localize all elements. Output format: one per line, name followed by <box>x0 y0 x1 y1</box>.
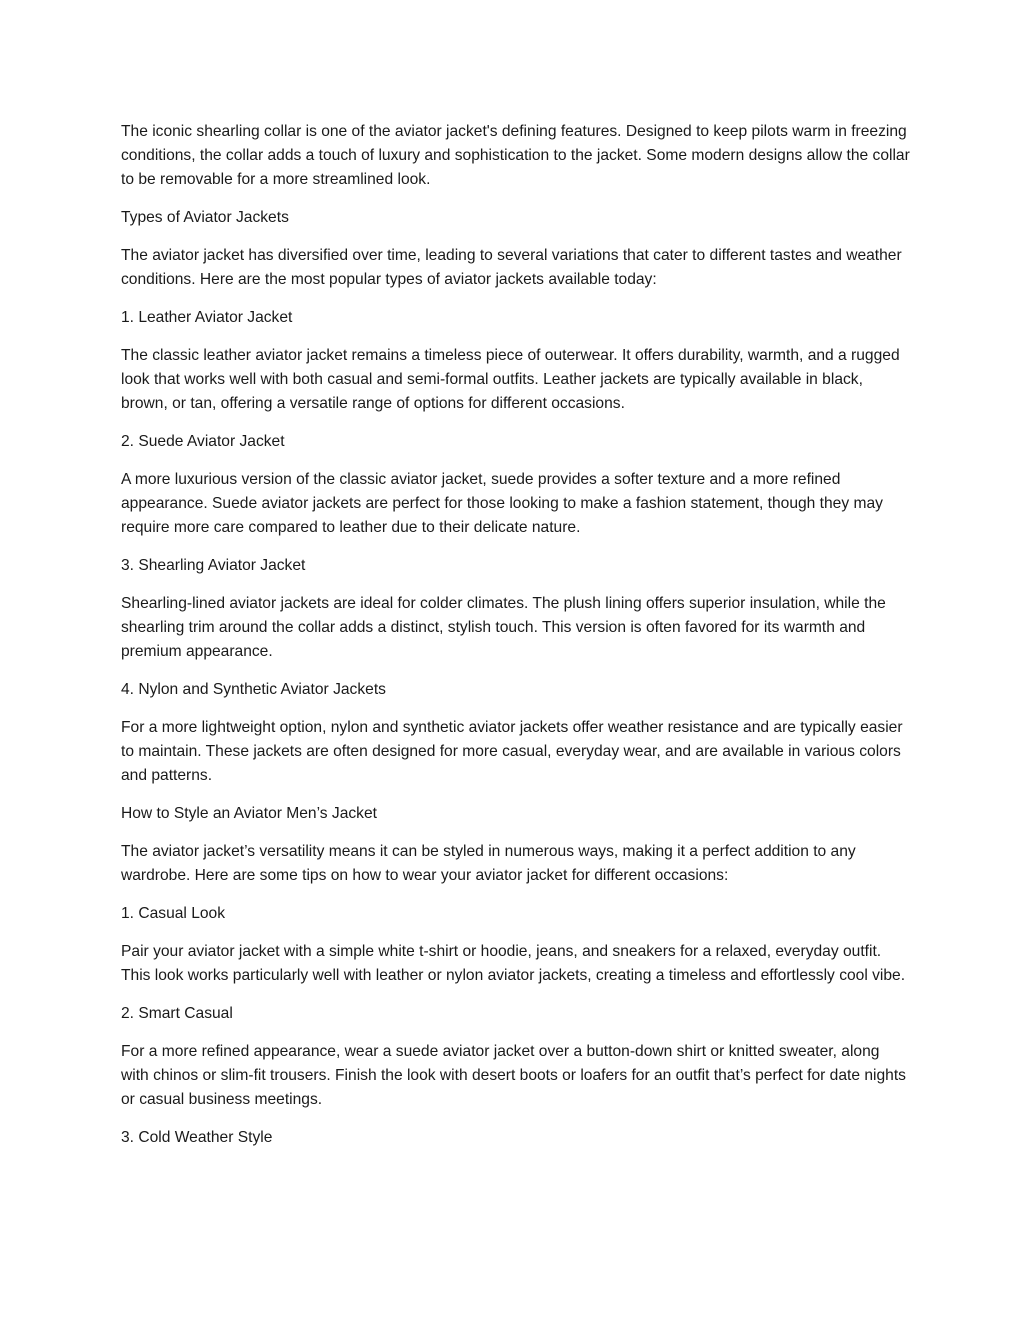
paragraph-nylon-synthetic-jackets: For a more lightweight option, nylon and synthetic aviator jackets offer weather resistance and are typically easier to maintain. These jackets are often designed for more casual, everyday wear, and are available in various colors and patterns. <box>121 719 903 784</box>
paragraph-how-to-style: The aviator jacket’s versatility means it can be styled in numerous ways, making it a perfect addition to any wardrobe. Here are some tips on how to wear your aviator jacket for different occasions: <box>121 843 856 884</box>
paragraph-shearling-aviator-jacket: Shearling-lined aviator jackets are ideal for colder climates. The plush lining offers superior insulation, while the shearling trim around the collar adds a distinct, stylish touch. This version is often favored for its warmth and premium appearance. <box>121 595 886 660</box>
heading-suede-aviator-jacket: 2. Suede Aviator Jacket <box>121 433 285 450</box>
heading-smart-casual: 2. Smart Casual <box>121 1005 233 1022</box>
heading-types-of-aviator-jackets: Types of Aviator Jackets <box>121 209 289 226</box>
paragraph-suede-aviator-jacket: A more luxurious version of the classic aviator jacket, suede provides a softer texture and a more refined appearance. Suede aviator jackets are perfect for those looking to make a fashion statement, though they may require more care compared to leather due to their delicate nature. <box>121 471 883 536</box>
paragraph-smart-casual: For a more refined appearance, wear a suede aviator jacket over a button-down shirt or knitted sweater, along with chinos or slim-fit trousers. Finish the look with desert boots or loafers for an outfit that’s perfect for date nights or casual business meetings. <box>121 1043 906 1108</box>
paragraph-leather-aviator-jacket: The classic leather aviator jacket remains a timeless piece of outerwear. It offers durability, warmth, and a rugged look that works well with both casual and semi-formal outfits. Leather jackets are typically available in black, brown, or tan, offering a versatile range of options for different occasions. <box>121 347 900 412</box>
document-page <box>121 120 911 1164</box>
paragraph-shearling-collar: The iconic shearling collar is one of the aviator jacket's defining features. Designed to keep pilots warm in freezing conditions, the collar adds a touch of luxury and sophistication to the jacket. Some modern designs allow the collar to be removable for a more streamlined look. <box>121 123 910 188</box>
heading-leather-aviator-jacket: 1. Leather Aviator Jacket <box>121 309 293 326</box>
paragraph-casual-look: Pair your aviator jacket with a simple white t-shirt or hoodie, jeans, and sneakers for a relaxed, everyday outfit. This look works particularly well with leather or nylon aviator jackets, creating a timeless and effortlessly cool vibe. <box>121 943 906 984</box>
heading-nylon-synthetic-jackets: 4. Nylon and Synthetic Aviator Jackets <box>121 681 386 698</box>
heading-shearling-aviator-jacket: 3. Shearling Aviator Jacket <box>121 557 306 574</box>
heading-casual-look: 1. Casual Look <box>121 905 226 922</box>
heading-how-to-style: How to Style an Aviator Men’s Jacket <box>121 805 377 822</box>
heading-cold-weather-style: 3. Cold Weather Style <box>121 1129 273 1146</box>
paragraph-types-intro: The aviator jacket has diversified over time, leading to several variations that cater to different tastes and weather conditions. Here are the most popular types of aviator jackets available today: <box>121 247 902 288</box>
